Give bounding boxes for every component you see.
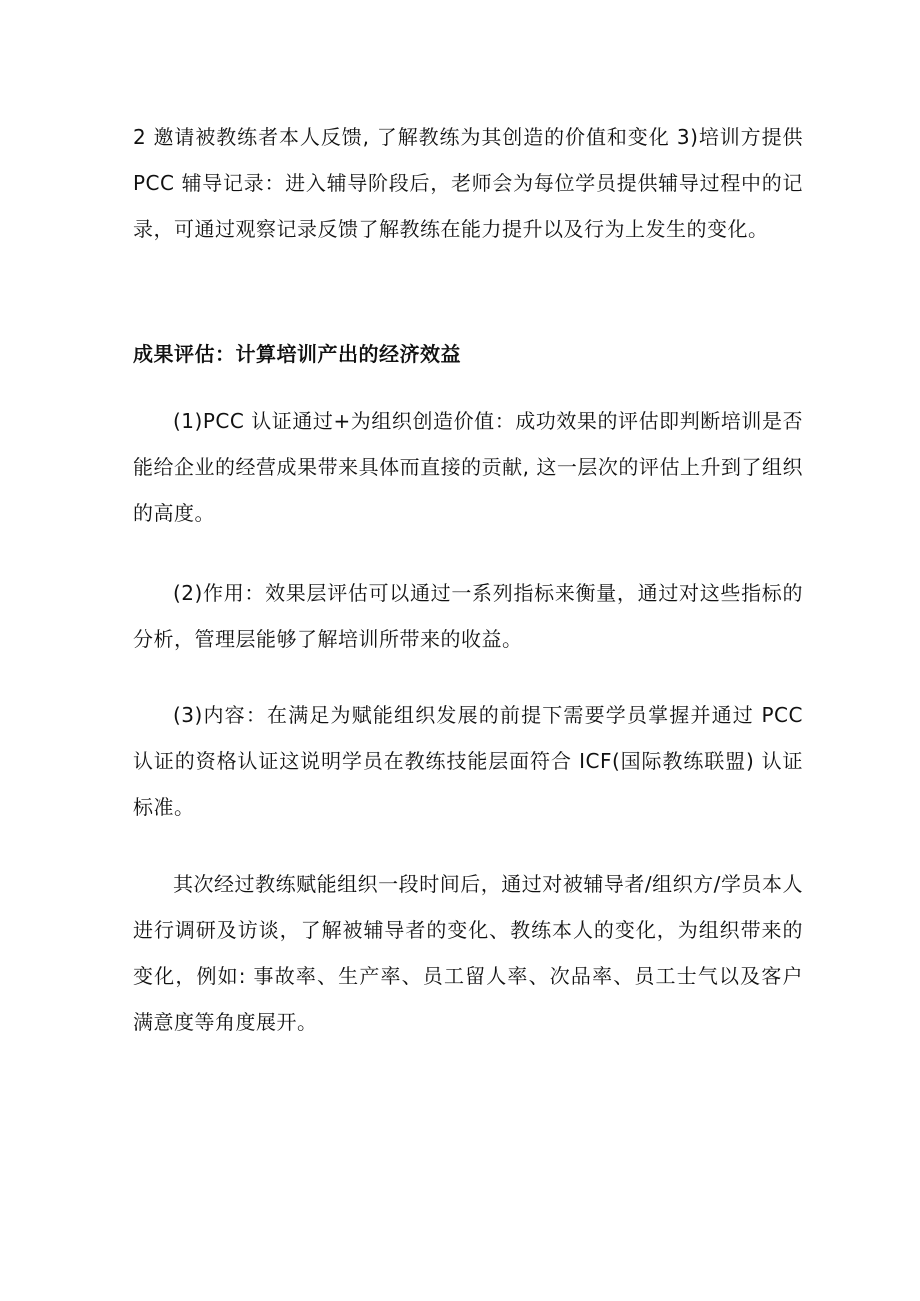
paragraph-feedback-records: 2 邀请被教练者本人反馈, 了解教练为其创造的价值和变化 3)培训方提供 PCC 辅导记录：进入辅导阶段后，老师会为每位学员提供辅导过程中的记录，可通过观察记录反馈了解教练在能力提升以及行为上发生的变化。 [133,125,803,241]
paragraph-organization-changes: 其次经过教练赋能组织一段时间后，通过对被辅导者/组织方/学员本人进行调研及访谈，了解被辅导者的变化、教练本人的变化，为组织带来的变化，例如: 事故率、生产率、员工留人率、次品率、员工士气以及客户满意度等角度展开。 [133,872,803,1034]
list-item-function: (2)作用：效果层评估可以通过一系列指标来衡量，通过对这些指标的分析，管理层能够了解培训所带来的收益。 [133,581,803,651]
list-item-pcc-certification: (1)PCC 认证通过+为组织创造价值：成功效果的评估即判断培训是否能给企业的经营成果带来具体而直接的贡献, 这一层次的评估上升到了组织的高度。 [133,409,803,525]
section-heading-outcome-evaluation: 成果评估：计算培训产出的经济效益 [133,342,461,366]
list-item-content: (3)内容：在满足为赋能组织发展的前提下需要学员掌握并通过 PCC 认证的资格认证这说明学员在教练技能层面符合 ICF(国际教练联盟) 认证标准。 [133,703,803,819]
